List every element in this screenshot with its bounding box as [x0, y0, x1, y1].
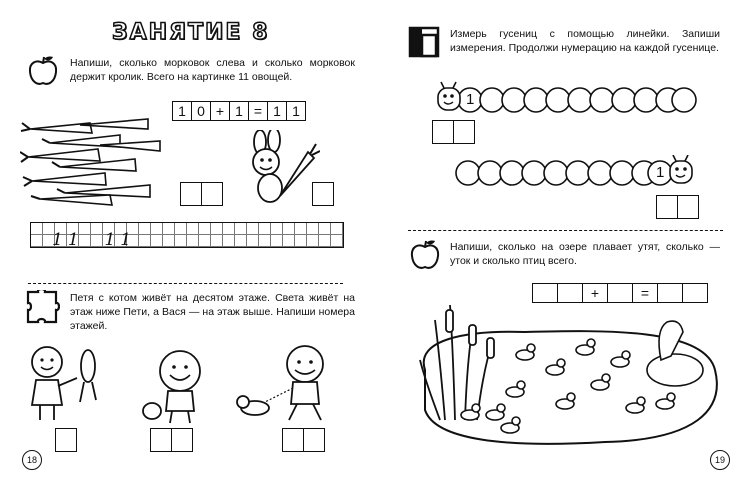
equation-cell: 0 [192, 102, 211, 120]
answer-box-sveta-floor[interactable] [55, 428, 77, 452]
apple-icon [26, 54, 60, 88]
carrots-illustration [20, 115, 170, 207]
answer-box-carrots-left[interactable] [180, 182, 223, 206]
page-number-left: 18 [22, 450, 42, 470]
page-title: ЗАНЯТИЕ 8 [112, 20, 270, 45]
puzzle-icon [26, 290, 60, 324]
equation-cell: 1 [230, 102, 249, 120]
equation-cell: = [249, 102, 268, 120]
equation-row [172, 101, 306, 121]
equation-cell: 1 [292, 103, 300, 119]
boy-with-cat-illustration [140, 345, 220, 425]
ruler-icon [408, 26, 440, 58]
equation-cell: 1 [268, 102, 287, 120]
equation-cell: 1 [173, 102, 192, 120]
answer-box-caterpillar-bottom[interactable] [656, 195, 699, 219]
answer-box-carrots-rabbit[interactable] [312, 182, 334, 206]
caterpillar-top-number: 1 [466, 91, 475, 108]
girl-with-parrot-illustration [22, 340, 122, 425]
answer-box-petya-floor[interactable] [150, 428, 193, 452]
answer-box-caterpillar-top[interactable] [432, 120, 475, 144]
section-divider [28, 283, 343, 284]
caterpillar-bottom-number: 1 [656, 164, 665, 181]
caterpillar-top [436, 80, 698, 116]
equation-cell: = [633, 284, 658, 302]
equation-cell: + [583, 284, 608, 302]
answer-box-vasya-floor[interactable] [282, 428, 325, 452]
section-divider [408, 230, 723, 231]
apple-icon [408, 238, 442, 272]
right-task1-text: Измерь гусениц с помощью линейки. Запиши измерения. Продолжи нумерацию на каждой гусенице. [450, 28, 720, 54]
task2-text: Петя с котом живёт на десятом этаже. Света живёт на этаж ниже Пети, а Вася — на этаж выше. Напиши номера этажей. [70, 292, 355, 332]
grid-written-numbers: 11 11 [52, 230, 137, 250]
boy-with-dog-illustration [215, 340, 335, 425]
rabbit-illustration [240, 130, 320, 210]
right-task2-text: Напиши, сколько на озере плавает утят, сколько — уток и сколько птиц всего. [450, 241, 720, 267]
lake-illustration [405, 300, 725, 450]
page-number-right: 19 [710, 450, 730, 470]
task1-text: Напиши, сколько морковок слева и сколько морковок держит кролик. Всего на картинке 11 овощей. [70, 57, 355, 83]
equation-cell: + [211, 102, 230, 120]
